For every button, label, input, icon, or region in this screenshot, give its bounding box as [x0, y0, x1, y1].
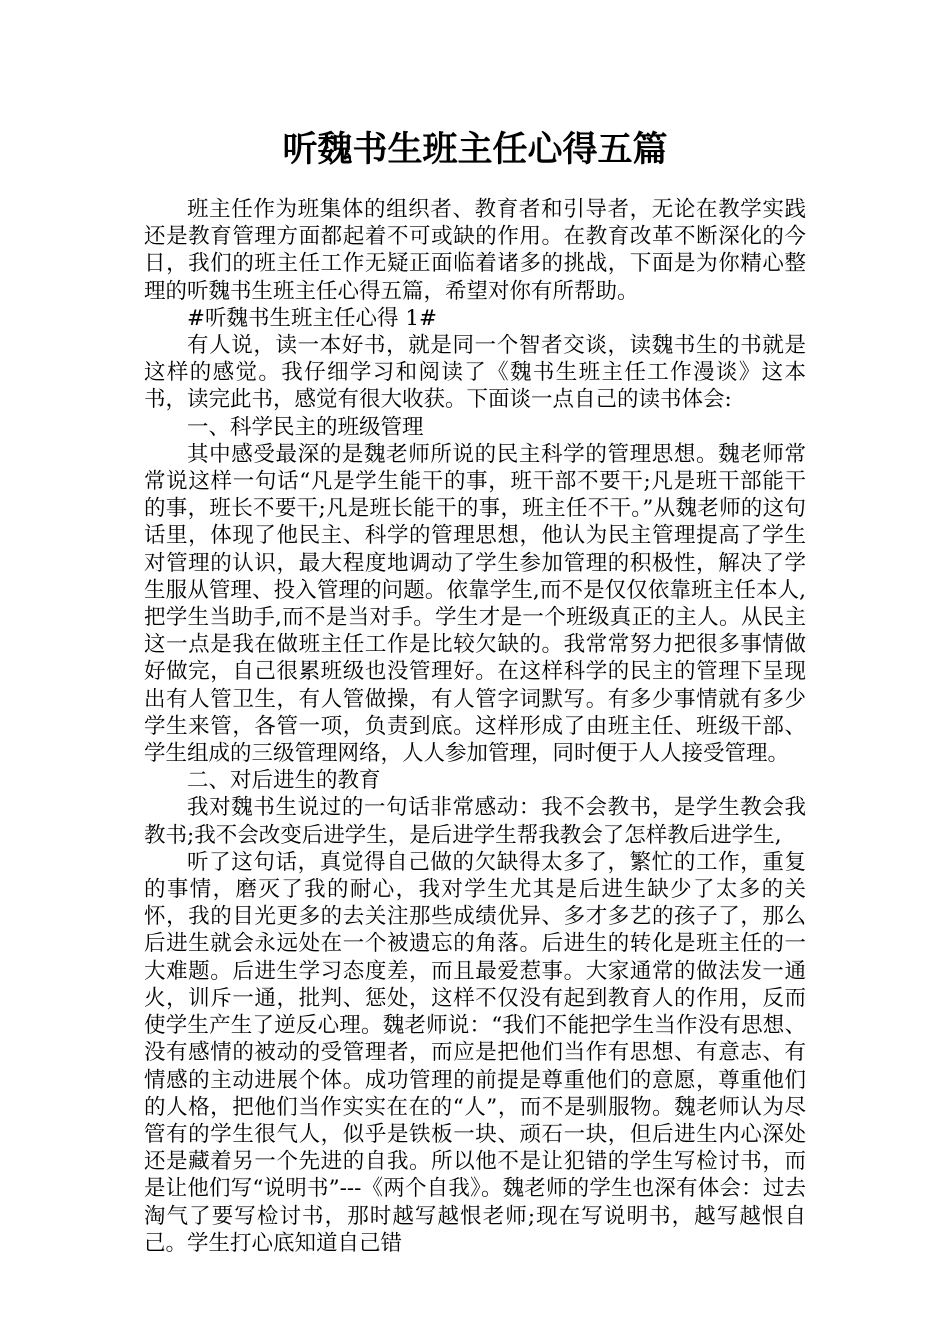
document-body [144, 196, 806, 1257]
body-paragraph: 我对魏书生说过的一句话非常感动：我不会教书，是学生教会我教书;我不会改变后进学生，是后进学生帮我教会了怎样教后进学生, [144, 795, 806, 848]
subsection-heading: 一、科学民主的班级管理 [187, 414, 424, 440]
document-title: 听魏书生班主任心得五篇 [282, 130, 668, 170]
body-paragraph: 听了这句话，真觉得自己做的欠缺得太多了，繁忙的工作，重复的事情，磨灭了我的耐心，我对学生尤其是后进生缺少了太多的关怀，我的目光更多的去关注那些成绩优异、多才多艺的孩子了，那么后进生就会永远处在一个被遗忘的角落。后进生的转化是班主任的一大难题。后进生学习态度差，而且最爱惹事。大家通常的做法发一通火，训斥一通，批判、惩处，这样不仅没有起到教育人的作用，反而使学生产生了逆反心理。魏老师说：“我们不能把学生当作没有思想、没有感情的被动的受管理者，而应是把他们当作有思想、有意志、有情感的主动进展个体。成功管理的前提是尊重他们的意愿，尊重他们的人格，把他们当作实实在在的“人”，而不是驯服物。魏老师认为尽管有的学生很气人，似乎是铁板一块、顽石一块，但后进生内心深处还是藏着另一个先进的自我。所以他不是让犯错的学生写检讨书，而是让他们写“说明书”---《两个自我》。魏老师的学生也深有体会：过去淘气了要写检讨书，那时越写越恨老师;现在写说明书，越写越恨自己。学生打心底知道自己错 [144, 849, 806, 1256]
subsection-heading: 二、对后进生的教育 [187, 768, 381, 794]
body-paragraph: 其中感受最深的是魏老师所说的民主科学的管理思想。魏老师常常说这样一句话“凡是学生能干的事，班干部不要干;凡是班干部能干的事，班长不要干;凡是班长能干的事，班主任不干。”从魏老师的这句话里，体现了他民主、科学的管理思想，他认为民主管理提高了学生对管理的认识，最大程度地调动了学生参加管理的积极性，解决了学生服从管理、投入管理的问题。依靠学生,而不是仅仅依靠班主任本人,把学生当助手,而不是当对手。学生才是一个班级真正的主人。从民主这一点是我在做班主任工作是比较欠缺的。我常常努力把很多事情做好做完，自己很累班级也没管理好。在这样科学的民主的管理下呈现出有人管卫生，有人管做操，有人管字词默写。有多少事情就有多少学生来管，各管一项，负责到底。这样形成了由班主任、班级干部、学生组成的三级管理网络，人人参加管理，同时便于人人接受管理。 [144, 441, 806, 767]
section-heading-1: #听魏书生班主任心得 1# [187, 305, 438, 331]
intro-paragraph: 班主任作为班集体的组织者、教育者和引导者，无论在教学实践还是教育管理方面都起着不可或缺的作用。在教育改革不断深化的今日，我们的班主任工作无疑正面临着诸多的挑战，下面是为你精心整理的听魏书生班主任心得五篇，希望对你有所帮助。 [144, 197, 806, 304]
body-paragraph: 有人说，读一本好书，就是同一个智者交谈，读魏书生的书就是这样的感觉。我仔细学习和阅读了《魏书生班主任工作漫谈》这本书，读完此书，感觉有很大收获。下面谈一点自己的读书体会: [144, 333, 806, 413]
